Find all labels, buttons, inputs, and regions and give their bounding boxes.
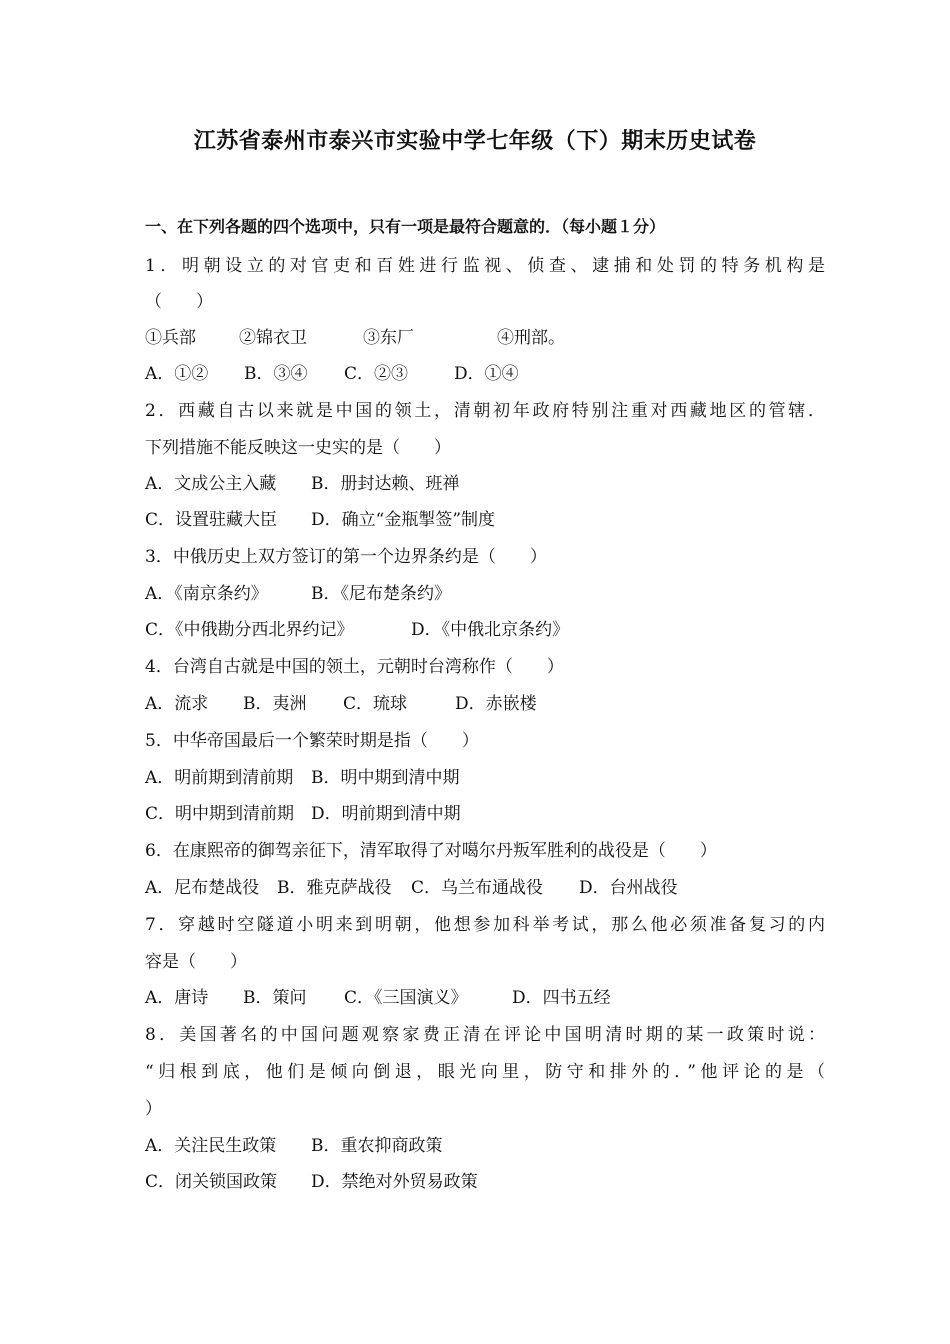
q8-stem-line2: “归根到底，他们是倾向倒退，眼光向里，防守和排外的．”他评论的是（ (145, 1062, 825, 1082)
q7-option-d: D．四书五经 (512, 988, 611, 1008)
q8-option-c: C．闭关锁国政策 (145, 1172, 278, 1192)
q2-options-row2 (145, 508, 825, 532)
q2-stem-line2: 下列措施不能反映这一史实的是（ ） (145, 438, 451, 458)
q1-item-3: ③东厂 (363, 328, 414, 348)
q4-option-a: A．流求 (145, 694, 209, 714)
q5-options-row2 (145, 802, 825, 826)
q4-options (145, 692, 825, 716)
q8-stem-line1: 8．美国著名的中国问题观察家费正清在评论中国明清时期的某一政策时说： (145, 1025, 825, 1045)
q8-option-d: D．禁绝对外贸易政策 (311, 1172, 478, 1192)
q1-stem-line1: 1．明朝设立的对官吏和百姓进行监视、侦查、逮捕和处罚的特务机构是 (145, 256, 825, 276)
q2-option-a: A．文成公主入藏 (145, 474, 277, 494)
q1-items (145, 326, 825, 350)
q6-option-d: D．台州战役 (579, 878, 678, 898)
q7-option-c: C．《三国演义》 (344, 988, 468, 1008)
q1-stem-line2: （ ） (145, 292, 213, 312)
q6-options (145, 876, 825, 900)
q2-option-c: C．设置驻藏大臣 (145, 510, 278, 530)
q8-option-b: B．重农抑商政策 (311, 1136, 443, 1156)
page-title: 江苏省泰州市泰兴市实验中学七年级（下）期末历史试卷 (193, 129, 757, 154)
q5-option-a: A．明前期到清前期 (145, 768, 294, 788)
q1-options (145, 362, 825, 386)
q3-options-row1 (145, 582, 825, 606)
q1-option-c: C．②③ (344, 364, 409, 384)
q4-option-c: C．琉球 (343, 694, 408, 714)
q4-stem: 4．台湾自古就是中国的领土，元朝时台湾称作（ ） (145, 657, 564, 677)
q1-option-a: A．①② (145, 364, 209, 384)
q2-stem-line1: 2．西藏自古以来就是中国的领土，清朝初年政府特别注重对西藏地区的管辖． (145, 401, 825, 421)
q1-option-b: B．③④ (244, 364, 308, 384)
q7-stem-line1: 7．穿越时空隧道小明来到明朝，他想参加科举考试，那么他必须准备复习的内 (145, 915, 825, 935)
q7-stem-line2: 容是（ ） (145, 952, 247, 972)
q2-option-d: D．确立“金瓶掣签”制度 (311, 510, 496, 530)
section-heading: 一、在下列各题的四个选项中，只有一项是最符合题意的．（每小题１分） (145, 217, 666, 236)
q3-option-c: C．《中俄勘分西北界约记》 (145, 620, 354, 640)
q5-option-b: B．明中期到清中期 (311, 768, 460, 788)
q2-options-row1 (145, 472, 825, 496)
q7-option-a: A．唐诗 (145, 988, 209, 1008)
q3-option-d: D．《中俄北京条约》 (411, 620, 570, 640)
q6-stem: 6．在康熙帝的御驾亲征下，清军取得了对噶尔丹叛军胜利的战役是（ ） (145, 841, 717, 861)
q5-option-d: D．明前期到清中期 (311, 804, 461, 824)
q3-option-b: B．《尼布楚条约》 (311, 584, 451, 604)
q8-options-row2 (145, 1170, 825, 1194)
q8-options-row1 (145, 1134, 825, 1158)
q6-option-b: B．雅克萨战役 (277, 878, 392, 898)
q4-option-b: B．夷洲 (243, 694, 307, 714)
q1-item-2: ②锦衣卫 (239, 328, 307, 348)
q7-option-b: B．策问 (243, 988, 307, 1008)
q4-option-d: D．赤嵌楼 (455, 694, 537, 714)
q8-option-a: A．关注民生政策 (145, 1136, 277, 1156)
q6-option-a: A．尼布楚战役 (145, 878, 260, 898)
q5-option-c: C．明中期到清前期 (145, 804, 295, 824)
q2-option-b: B．册封达赖、班禅 (311, 474, 460, 494)
q3-stem: 3．中俄历史上双方签订的第一个边界条约是（ ） (145, 547, 547, 567)
q8-stem-line3: ） (145, 1099, 162, 1119)
q5-options-row1 (145, 766, 825, 790)
q7-options (145, 986, 825, 1010)
q3-option-a: A．《南京条约》 (145, 584, 268, 604)
q1-item-4: ④刑部。 (497, 328, 565, 348)
q5-stem: 5．中华帝国最后一个繁荣时期是指（ ） (145, 731, 479, 751)
q6-option-c: C．乌兰布通战役 (411, 878, 544, 898)
q1-option-d: D．①④ (454, 364, 519, 384)
q1-item-1: ①兵部 (145, 328, 196, 348)
q3-options-row2 (145, 618, 825, 642)
